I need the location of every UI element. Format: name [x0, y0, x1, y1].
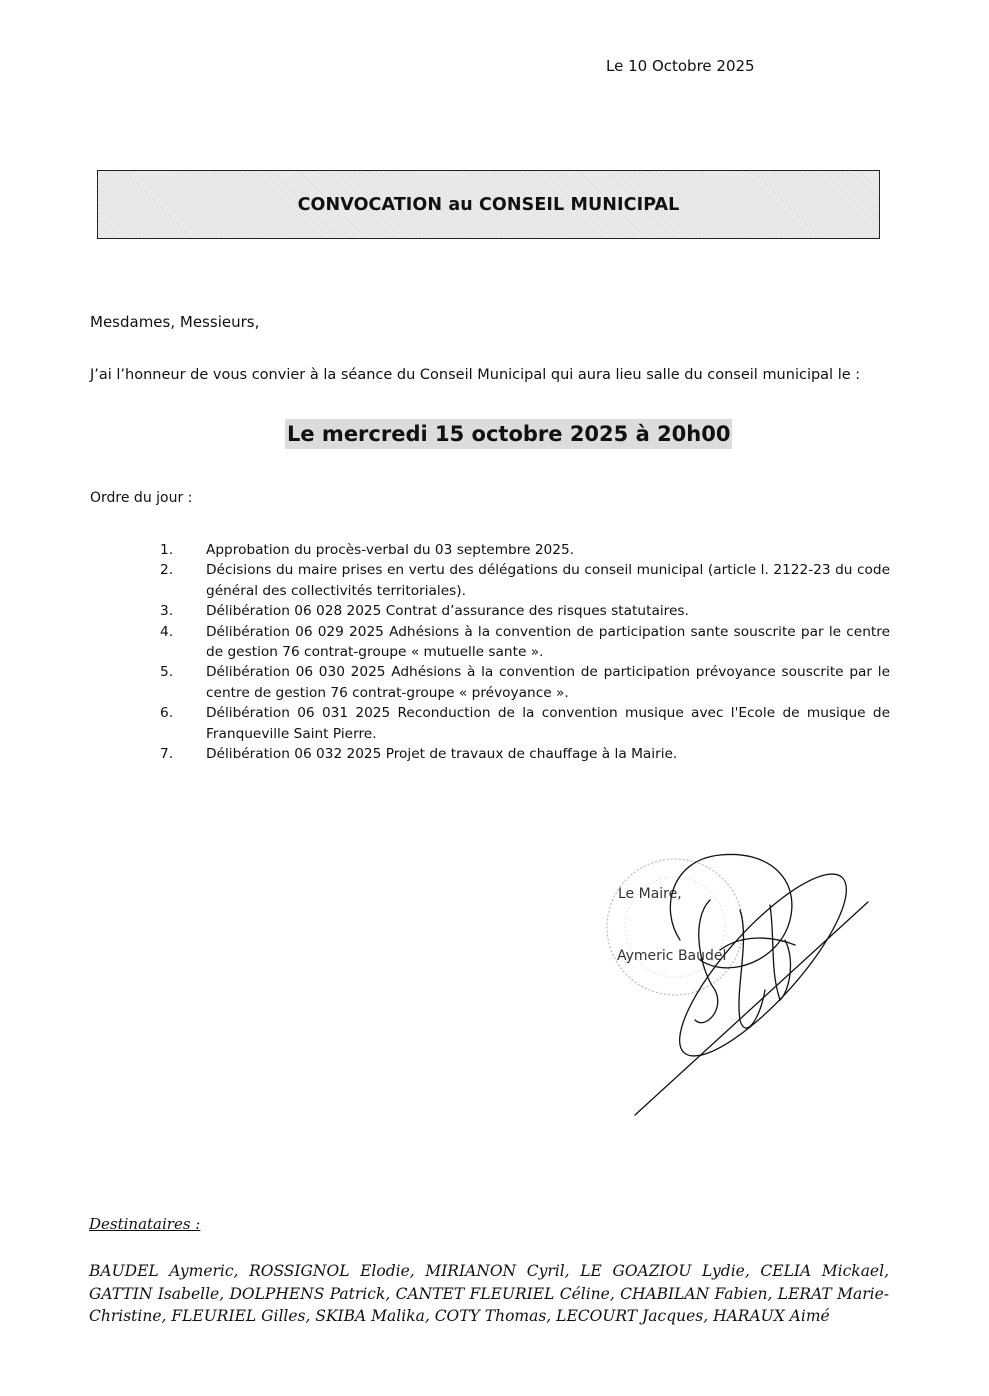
title-banner: [97, 170, 880, 239]
agenda-list: [160, 540, 890, 764]
agenda-item-number: 7.: [160, 746, 174, 763]
agenda-item-number: 6.: [160, 705, 174, 722]
agenda-item: [160, 560, 890, 601]
agenda-item: [160, 662, 890, 703]
agenda-item-text: Décisions du maire prises en vertu des délégations du conseil municipal (article l. 2122-23 du code général des collectivités territoriales).: [206, 562, 890, 599]
agenda-label: Ordre du jour :: [90, 490, 193, 506]
agenda-item-text: Délibération 06 031 2025 Reconduction de la convention musique avec l'Ecole de musique de Franqueville Saint Pierre.: [206, 705, 890, 742]
salutation: Mesdames, Messieurs,: [90, 313, 260, 331]
mayor-title: Le Maire,: [618, 886, 682, 902]
agenda-item-text: Approbation du procès-verbal du 03 septembre 2025.: [206, 542, 575, 558]
recipients-list: BAUDEL Aymeric, ROSSIGNOL Elodie, MIRIANON Cyril, LE GOAZIOU Lydie, CELIA Mickael, GATTIN Isabelle, DOLPHENS Patrick, CANTET FLEURIEL Céline, CHABILAN Fabien, LERAT Marie-Christine, FLEURIEL Gilles, SKIBA Malika, COTY Thomas, LECOURT Jacques, HARAUX Aimé: [89, 1262, 889, 1325]
agenda-item-text: Délibération 06 032 2025 Projet de travaux de chauffage à la Mairie.: [206, 746, 678, 763]
document-title: CONVOCATION au CONSEIL MUNICIPAL: [297, 194, 680, 215]
mayor-name: Aymeric Baudel: [617, 948, 727, 964]
agenda-item-number: 5.: [160, 664, 174, 681]
agenda-item-number: 4.: [160, 623, 174, 640]
agenda-item-text: Délibération 06 028 2025 Contrat d’assurance des risques statutaires.: [206, 603, 689, 620]
recipients-label: Destinataires :: [89, 1215, 201, 1233]
agenda-item-text: Délibération 06 030 2025 Adhésions à la convention de participation prévoyance souscrite par le centre de gestion 76 contrat-groupe « prévoyance ».: [206, 664, 890, 701]
agenda-item-number: 2.: [160, 562, 174, 579]
agenda-item: [160, 744, 890, 764]
agenda-item: [160, 703, 890, 744]
agenda-item-number: 1.: [160, 542, 174, 558]
agenda-item-text: Délibération 06 029 2025 Adhésions à la convention de participation sante souscrite par le centre de gestion 76 contrat-groupe « mutuelle sante ».: [206, 623, 890, 661]
intro-paragraph: J’ai l’honneur de vous convier à la séance du Conseil Municipal qui aura lieu salle du conseil municipal le :: [90, 367, 861, 383]
document-date: Le 10 Octobre 2025: [606, 57, 755, 75]
agenda-item: [160, 622, 890, 663]
agenda-item-number: 3.: [160, 603, 174, 620]
agenda-item: [160, 540, 890, 560]
agenda-item: [160, 601, 890, 621]
handwritten-signature: [600, 840, 880, 1130]
meeting-date: Le mercredi 15 octobre 2025 à 20h00: [285, 419, 732, 449]
